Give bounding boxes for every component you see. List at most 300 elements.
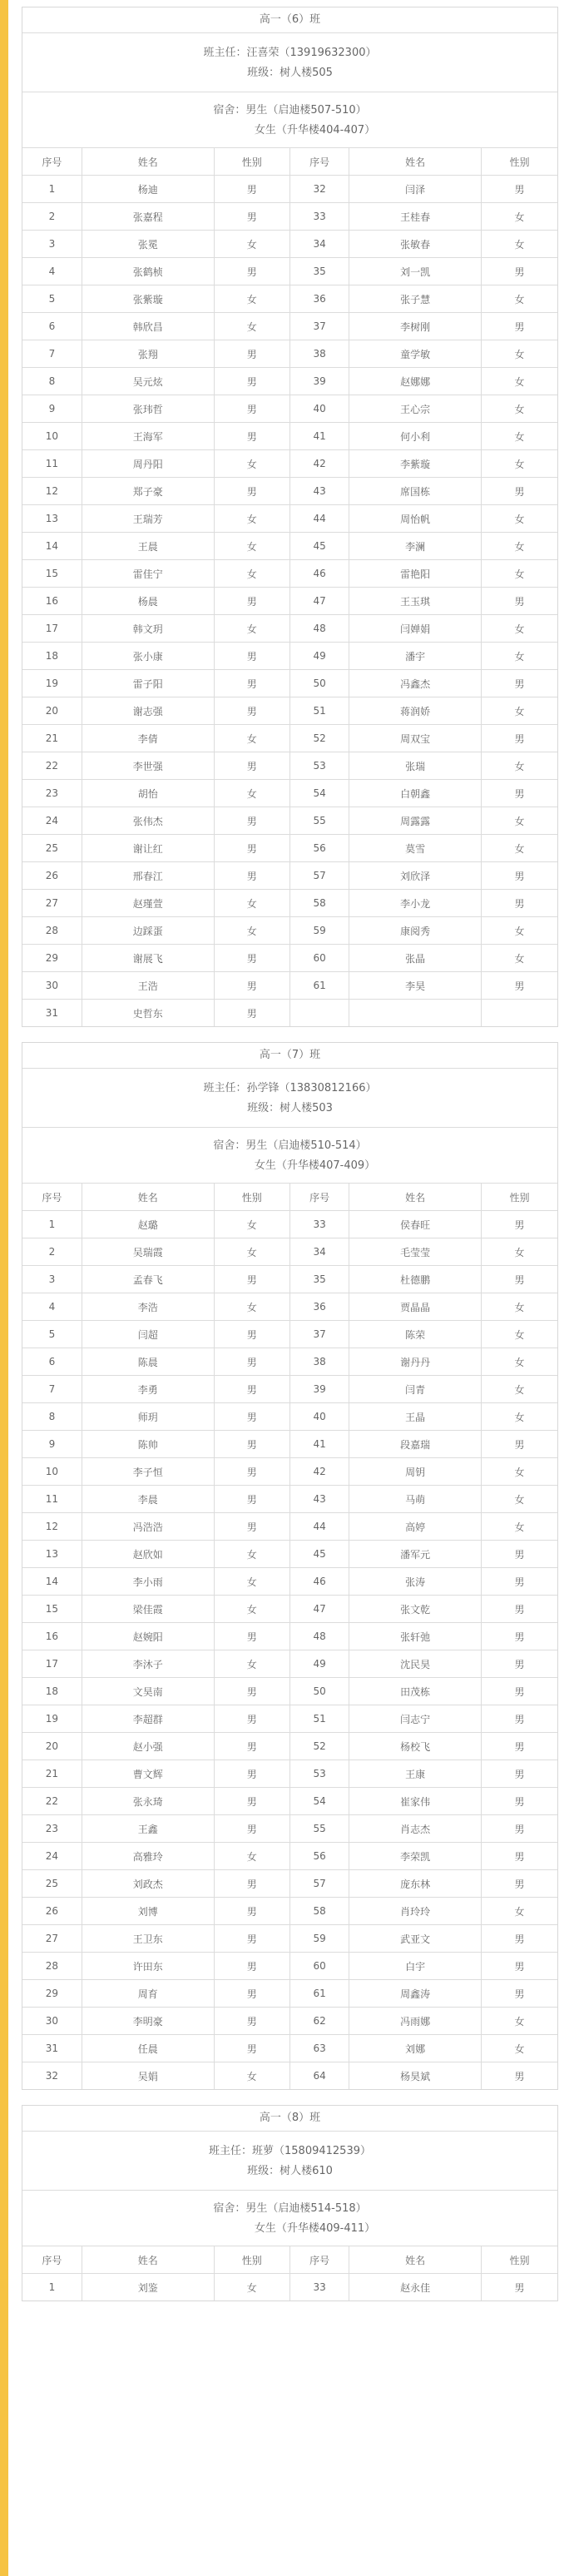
student-name: 闫青 xyxy=(349,1376,482,1403)
dorm-male: 宿舍：男生（启迪楼510-514） xyxy=(213,1139,367,1152)
student-name: 刘一凯 xyxy=(349,258,482,285)
student-sex: 男 xyxy=(482,1678,557,1705)
student-no: 12 xyxy=(22,1513,82,1541)
student-sex: 女 xyxy=(482,1898,557,1925)
student-sex: 男 xyxy=(214,1980,289,2008)
student-no: 45 xyxy=(289,1541,349,1568)
student-sex: 男 xyxy=(214,972,289,1000)
student-no: 24 xyxy=(22,1843,82,1870)
student-sex: 男 xyxy=(214,752,289,780)
table-row xyxy=(22,1596,557,1623)
student-sex: 女 xyxy=(214,1211,289,1238)
student-name: 任晨 xyxy=(82,2035,214,2062)
table-row xyxy=(22,945,557,972)
student-sex: 女 xyxy=(482,1293,557,1321)
student-name: 胡怡 xyxy=(82,780,214,807)
student-name: 周育 xyxy=(82,1980,214,2008)
table-row xyxy=(22,2274,557,2301)
student-sex: 男 xyxy=(214,1458,289,1486)
student-sex: 男 xyxy=(214,423,289,450)
student-no: 27 xyxy=(22,890,82,917)
student-no: 53 xyxy=(289,752,349,780)
student-name: 肖志杰 xyxy=(349,1815,482,1843)
student-name: 康阅秀 xyxy=(349,917,482,945)
student-name: 闫泽 xyxy=(349,176,482,203)
table-row xyxy=(22,1458,557,1486)
student-no: 43 xyxy=(289,1486,349,1513)
table-row xyxy=(22,505,557,533)
student-name: 李昊 xyxy=(349,972,482,1000)
student-name: 李浩 xyxy=(82,1293,214,1321)
student-name: 李超群 xyxy=(82,1705,214,1733)
student-sex: 男 xyxy=(482,725,557,752)
student-sex: 男 xyxy=(482,972,557,1000)
student-sex: 女 xyxy=(214,917,289,945)
table-row xyxy=(22,368,557,395)
student-sex: 男 xyxy=(482,1788,557,1815)
class-block xyxy=(22,7,558,1027)
student-name: 张伟杰 xyxy=(82,807,214,835)
student-sex: 男 xyxy=(482,1266,557,1293)
student-no: 45 xyxy=(289,533,349,560)
student-no: 1 xyxy=(22,176,82,203)
table-header-row xyxy=(22,148,557,176)
student-sex: 男 xyxy=(482,1541,557,1568)
accent-bar xyxy=(0,0,8,2576)
student-sex: 男 xyxy=(482,176,557,203)
table-row xyxy=(22,1678,557,1705)
student-no: 28 xyxy=(22,1953,82,1980)
table-row xyxy=(22,1733,557,1760)
student-sex: 男 xyxy=(482,1211,557,1238)
dorm-female: 女生（升华楼407-409） xyxy=(254,1159,376,1172)
student-name: 沈民昊 xyxy=(349,1650,482,1678)
student-name: 王桂春 xyxy=(349,203,482,231)
table-row xyxy=(22,1403,557,1431)
student-name: 闫超 xyxy=(82,1321,214,1348)
student-no: 10 xyxy=(22,423,82,450)
student-no: 2 xyxy=(22,203,82,231)
student-name: 韩文玥 xyxy=(82,615,214,643)
table-row xyxy=(22,1898,557,1925)
student-name: 张冕 xyxy=(82,231,214,258)
student-sex: 男 xyxy=(214,258,289,285)
student-name: 白朝鑫 xyxy=(349,780,482,807)
student-name: 周钥 xyxy=(349,1458,482,1486)
student-sex: 女 xyxy=(482,1238,557,1266)
student-sex: 女 xyxy=(214,285,289,313)
student-no: 52 xyxy=(289,1733,349,1760)
student-sex: 女 xyxy=(482,835,557,862)
student-sex: 男 xyxy=(214,368,289,395)
table-row xyxy=(22,1431,557,1458)
student-sex: 女 xyxy=(482,945,557,972)
header-no: 序号 xyxy=(289,1184,349,1211)
student-sex: 男 xyxy=(482,1843,557,1870)
student-sex: 女 xyxy=(214,560,289,588)
student-no: 57 xyxy=(289,862,349,890)
class-title: 高一（8）班 xyxy=(22,2106,557,2132)
student-name: 雷子阳 xyxy=(82,670,214,697)
dorm-female: 女生（升华楼404-407） xyxy=(254,124,376,136)
table-row xyxy=(22,780,557,807)
student-sex: 女 xyxy=(214,2274,289,2301)
student-no: 36 xyxy=(289,1293,349,1321)
header-sex: 性别 xyxy=(482,1184,557,1211)
student-sex: 女 xyxy=(482,203,557,231)
student-name: 杨晨 xyxy=(82,588,214,615)
student-no: 62 xyxy=(289,2008,349,2035)
header-no: 序号 xyxy=(289,148,349,176)
student-name: 许田东 xyxy=(82,1953,214,1980)
student-no: 13 xyxy=(22,1541,82,1568)
student-sex: 女 xyxy=(482,1458,557,1486)
student-no: 20 xyxy=(22,697,82,725)
student-no: 12 xyxy=(22,478,82,505)
student-sex: 女 xyxy=(214,890,289,917)
table-header-row xyxy=(22,1184,557,1211)
student-sex: 女 xyxy=(214,780,289,807)
student-name: 马萌 xyxy=(349,1486,482,1513)
student-no: 60 xyxy=(289,945,349,972)
student-sex: 女 xyxy=(482,752,557,780)
student-no: 61 xyxy=(289,972,349,1000)
student-table xyxy=(22,2246,557,2301)
table-row xyxy=(22,450,557,478)
header-sex: 性别 xyxy=(214,148,289,176)
student-name: 冯鑫杰 xyxy=(349,670,482,697)
table-row xyxy=(22,313,557,340)
student-sex: 男 xyxy=(214,1348,289,1376)
student-no: 50 xyxy=(289,1678,349,1705)
student-sex: 女 xyxy=(482,615,557,643)
student-no: 44 xyxy=(289,505,349,533)
student-no: 39 xyxy=(289,1376,349,1403)
table-row xyxy=(22,588,557,615)
student-name: 席国栋 xyxy=(349,478,482,505)
student-name: 周丹阳 xyxy=(82,450,214,478)
class-list xyxy=(22,0,558,2316)
student-name: 陈晨 xyxy=(82,1348,214,1376)
student-name: 雷艳阳 xyxy=(349,560,482,588)
student-no: 39 xyxy=(289,368,349,395)
student-name: 张瑞 xyxy=(349,752,482,780)
student-name: 赵欣如 xyxy=(82,1541,214,1568)
student-name: 刘娜 xyxy=(349,2035,482,2062)
header-no: 序号 xyxy=(22,2246,82,2274)
student-sex: 男 xyxy=(214,835,289,862)
student-name: 陈帅 xyxy=(82,1431,214,1458)
dorm-info xyxy=(22,1128,557,1184)
table-row xyxy=(22,203,557,231)
student-no xyxy=(289,1000,349,1027)
student-sex: 女 xyxy=(214,1843,289,1870)
student-no: 14 xyxy=(22,533,82,560)
table-row xyxy=(22,917,557,945)
table-row xyxy=(22,1843,557,1870)
student-no: 9 xyxy=(22,395,82,423)
student-sex: 女 xyxy=(482,505,557,533)
table-row xyxy=(22,1348,557,1376)
student-no: 37 xyxy=(289,313,349,340)
header-name: 姓名 xyxy=(349,148,482,176)
student-no: 11 xyxy=(22,1486,82,1513)
student-name: 何小利 xyxy=(349,423,482,450)
student-name xyxy=(349,1000,482,1027)
student-no: 58 xyxy=(289,890,349,917)
class-title: 高一（7）班 xyxy=(22,1043,557,1069)
student-no: 30 xyxy=(22,2008,82,2035)
student-no: 11 xyxy=(22,450,82,478)
classroom: 班级：树人楼503 xyxy=(247,1102,333,1114)
student-name: 刘政杰 xyxy=(82,1870,214,1898)
student-name: 谢志强 xyxy=(82,697,214,725)
student-sex: 女 xyxy=(482,423,557,450)
student-sex: 男 xyxy=(214,2008,289,2035)
student-sex: 男 xyxy=(214,945,289,972)
table-row xyxy=(22,1238,557,1266)
student-name: 蒋润娇 xyxy=(349,697,482,725)
student-name: 张紫璇 xyxy=(82,285,214,313)
student-no: 31 xyxy=(22,2035,82,2062)
student-name: 王康 xyxy=(349,1760,482,1788)
table-row xyxy=(22,615,557,643)
header-no: 序号 xyxy=(22,1184,82,1211)
student-sex: 男 xyxy=(214,1898,289,1925)
student-name: 刘博 xyxy=(82,1898,214,1925)
student-no: 5 xyxy=(22,1321,82,1348)
student-name: 李子恒 xyxy=(82,1458,214,1486)
student-sex: 女 xyxy=(482,807,557,835)
student-name: 周鑫涛 xyxy=(349,1980,482,2008)
table-row xyxy=(22,1376,557,1403)
student-no: 48 xyxy=(289,1623,349,1650)
student-table xyxy=(22,148,557,1026)
student-name: 段嘉瑞 xyxy=(349,1431,482,1458)
student-no: 35 xyxy=(289,1266,349,1293)
student-sex: 男 xyxy=(482,1760,557,1788)
student-sex: 男 xyxy=(214,395,289,423)
student-name: 李勇 xyxy=(82,1376,214,1403)
table-row xyxy=(22,285,557,313)
student-no: 59 xyxy=(289,1925,349,1953)
student-sex: 女 xyxy=(214,2062,289,2090)
student-name: 王鑫 xyxy=(82,1815,214,1843)
student-name: 贾晶晶 xyxy=(349,1293,482,1321)
student-no: 32 xyxy=(22,2062,82,2090)
student-name: 冯浩浩 xyxy=(82,1513,214,1541)
header-sex: 性别 xyxy=(482,2246,557,2274)
student-sex: 女 xyxy=(214,313,289,340)
student-no: 25 xyxy=(22,1870,82,1898)
student-name: 赵婉阳 xyxy=(82,1623,214,1650)
table-row xyxy=(22,725,557,752)
student-name: 赵娜娜 xyxy=(349,368,482,395)
student-sex: 男 xyxy=(482,1815,557,1843)
student-no: 7 xyxy=(22,340,82,368)
student-name: 张晶 xyxy=(349,945,482,972)
student-sex: 女 xyxy=(482,2008,557,2035)
student-name: 高雅玲 xyxy=(82,1843,214,1870)
student-name: 师玥 xyxy=(82,1403,214,1431)
table-row xyxy=(22,1870,557,1898)
table-row xyxy=(22,1541,557,1568)
student-name: 吴元炫 xyxy=(82,368,214,395)
header-name: 姓名 xyxy=(82,1184,214,1211)
header-sex: 性别 xyxy=(482,148,557,176)
student-sex: 男 xyxy=(482,1623,557,1650)
classroom: 班级：树人楼610 xyxy=(247,2165,333,2177)
head-teacher: 班主任：孙学锋（13830812166） xyxy=(203,1082,377,1094)
table-row xyxy=(22,643,557,670)
student-name: 高婷 xyxy=(349,1513,482,1541)
dorm-female: 女生（升华楼409-411） xyxy=(254,2222,376,2235)
student-name: 武亚文 xyxy=(349,1925,482,1953)
student-no: 37 xyxy=(289,1321,349,1348)
student-sex: 男 xyxy=(482,1705,557,1733)
student-no: 20 xyxy=(22,1733,82,1760)
student-no: 61 xyxy=(289,1980,349,2008)
student-sex: 男 xyxy=(214,1266,289,1293)
student-name: 张敏春 xyxy=(349,231,482,258)
student-name: 李荣凯 xyxy=(349,1843,482,1870)
student-sex: 男 xyxy=(214,1431,289,1458)
student-sex: 女 xyxy=(482,1321,557,1348)
student-no: 15 xyxy=(22,1596,82,1623)
student-no: 59 xyxy=(289,917,349,945)
student-sex: 男 xyxy=(482,862,557,890)
student-no: 6 xyxy=(22,313,82,340)
student-sex: 男 xyxy=(214,478,289,505)
student-sex: 男 xyxy=(214,2035,289,2062)
student-name: 赵瑾萱 xyxy=(82,890,214,917)
student-sex: 女 xyxy=(214,231,289,258)
student-name: 梁佳霞 xyxy=(82,1596,214,1623)
student-name: 陈荣 xyxy=(349,1321,482,1348)
student-no: 64 xyxy=(289,2062,349,2090)
student-sex: 男 xyxy=(482,1650,557,1678)
class-info xyxy=(22,1069,557,1128)
student-name: 王玉琪 xyxy=(349,588,482,615)
student-name: 雷佳宁 xyxy=(82,560,214,588)
student-sex: 女 xyxy=(214,1238,289,1266)
student-no: 55 xyxy=(289,1815,349,1843)
student-no: 15 xyxy=(22,560,82,588)
student-sex: 女 xyxy=(482,697,557,725)
student-name: 杨校飞 xyxy=(349,1733,482,1760)
student-sex: 男 xyxy=(214,1376,289,1403)
student-no: 21 xyxy=(22,725,82,752)
classroom: 班级：树人楼505 xyxy=(247,67,333,79)
student-sex: 男 xyxy=(482,1568,557,1596)
student-sex: 女 xyxy=(482,1403,557,1431)
student-sex: 女 xyxy=(482,285,557,313)
student-no: 5 xyxy=(22,285,82,313)
student-sex: 男 xyxy=(482,780,557,807)
student-name: 王心宗 xyxy=(349,395,482,423)
student-name: 李沐子 xyxy=(82,1650,214,1678)
student-sex: 女 xyxy=(214,533,289,560)
student-name: 边踩蛋 xyxy=(82,917,214,945)
student-no: 49 xyxy=(289,643,349,670)
student-name: 杨迪 xyxy=(82,176,214,203)
student-name: 杨昊斌 xyxy=(349,2062,482,2090)
student-no: 24 xyxy=(22,807,82,835)
student-no: 17 xyxy=(22,615,82,643)
student-no: 23 xyxy=(22,1815,82,1843)
table-row xyxy=(22,1321,557,1348)
student-no: 33 xyxy=(289,1211,349,1238)
table-row xyxy=(22,2035,557,2062)
student-name: 李小雨 xyxy=(82,1568,214,1596)
student-name: 赵小强 xyxy=(82,1733,214,1760)
student-name: 周怡帆 xyxy=(349,505,482,533)
student-no: 63 xyxy=(289,2035,349,2062)
student-no: 10 xyxy=(22,1458,82,1486)
student-name: 谢展飞 xyxy=(82,945,214,972)
student-name: 侯春旺 xyxy=(349,1211,482,1238)
student-sex: 女 xyxy=(482,1376,557,1403)
student-sex: 女 xyxy=(482,643,557,670)
table-row xyxy=(22,1568,557,1596)
student-sex: 男 xyxy=(482,670,557,697)
student-sex: 男 xyxy=(214,588,289,615)
student-name: 王卫东 xyxy=(82,1925,214,1953)
dorm-male: 宿舍：男生（启迪楼514-518） xyxy=(213,2202,367,2215)
student-name: 张玮哲 xyxy=(82,395,214,423)
student-name: 潘宇 xyxy=(349,643,482,670)
student-no: 36 xyxy=(289,285,349,313)
student-name: 李晨 xyxy=(82,1486,214,1513)
student-name: 张子慧 xyxy=(349,285,482,313)
student-no: 35 xyxy=(289,258,349,285)
student-sex: 女 xyxy=(482,395,557,423)
table-row xyxy=(22,807,557,835)
student-name: 邢春江 xyxy=(82,862,214,890)
student-no: 40 xyxy=(289,1403,349,1431)
student-no: 22 xyxy=(22,1788,82,1815)
student-sex: 男 xyxy=(482,1925,557,1953)
student-name: 肖玲玲 xyxy=(349,1898,482,1925)
class-block xyxy=(22,2105,558,2301)
header-sex: 性别 xyxy=(214,1184,289,1211)
student-no: 56 xyxy=(289,835,349,862)
student-no: 53 xyxy=(289,1760,349,1788)
table-row xyxy=(22,258,557,285)
table-row xyxy=(22,1623,557,1650)
student-sex: 男 xyxy=(214,1925,289,1953)
header-name: 姓名 xyxy=(82,148,214,176)
student-name: 闫志宁 xyxy=(349,1705,482,1733)
student-sex: 男 xyxy=(214,176,289,203)
table-row xyxy=(22,752,557,780)
table-row xyxy=(22,1513,557,1541)
student-no: 3 xyxy=(22,231,82,258)
student-sex: 男 xyxy=(214,1623,289,1650)
student-sex: 男 xyxy=(482,258,557,285)
table-header-row xyxy=(22,2246,557,2274)
student-no: 18 xyxy=(22,643,82,670)
student-no: 8 xyxy=(22,368,82,395)
student-no: 60 xyxy=(289,1953,349,1980)
student-sex: 女 xyxy=(482,1348,557,1376)
table-row xyxy=(22,1980,557,2008)
student-sex: 男 xyxy=(482,1870,557,1898)
student-no: 47 xyxy=(289,1596,349,1623)
student-sex: 男 xyxy=(214,1760,289,1788)
header-name: 姓名 xyxy=(349,2246,482,2274)
table-row xyxy=(22,1705,557,1733)
